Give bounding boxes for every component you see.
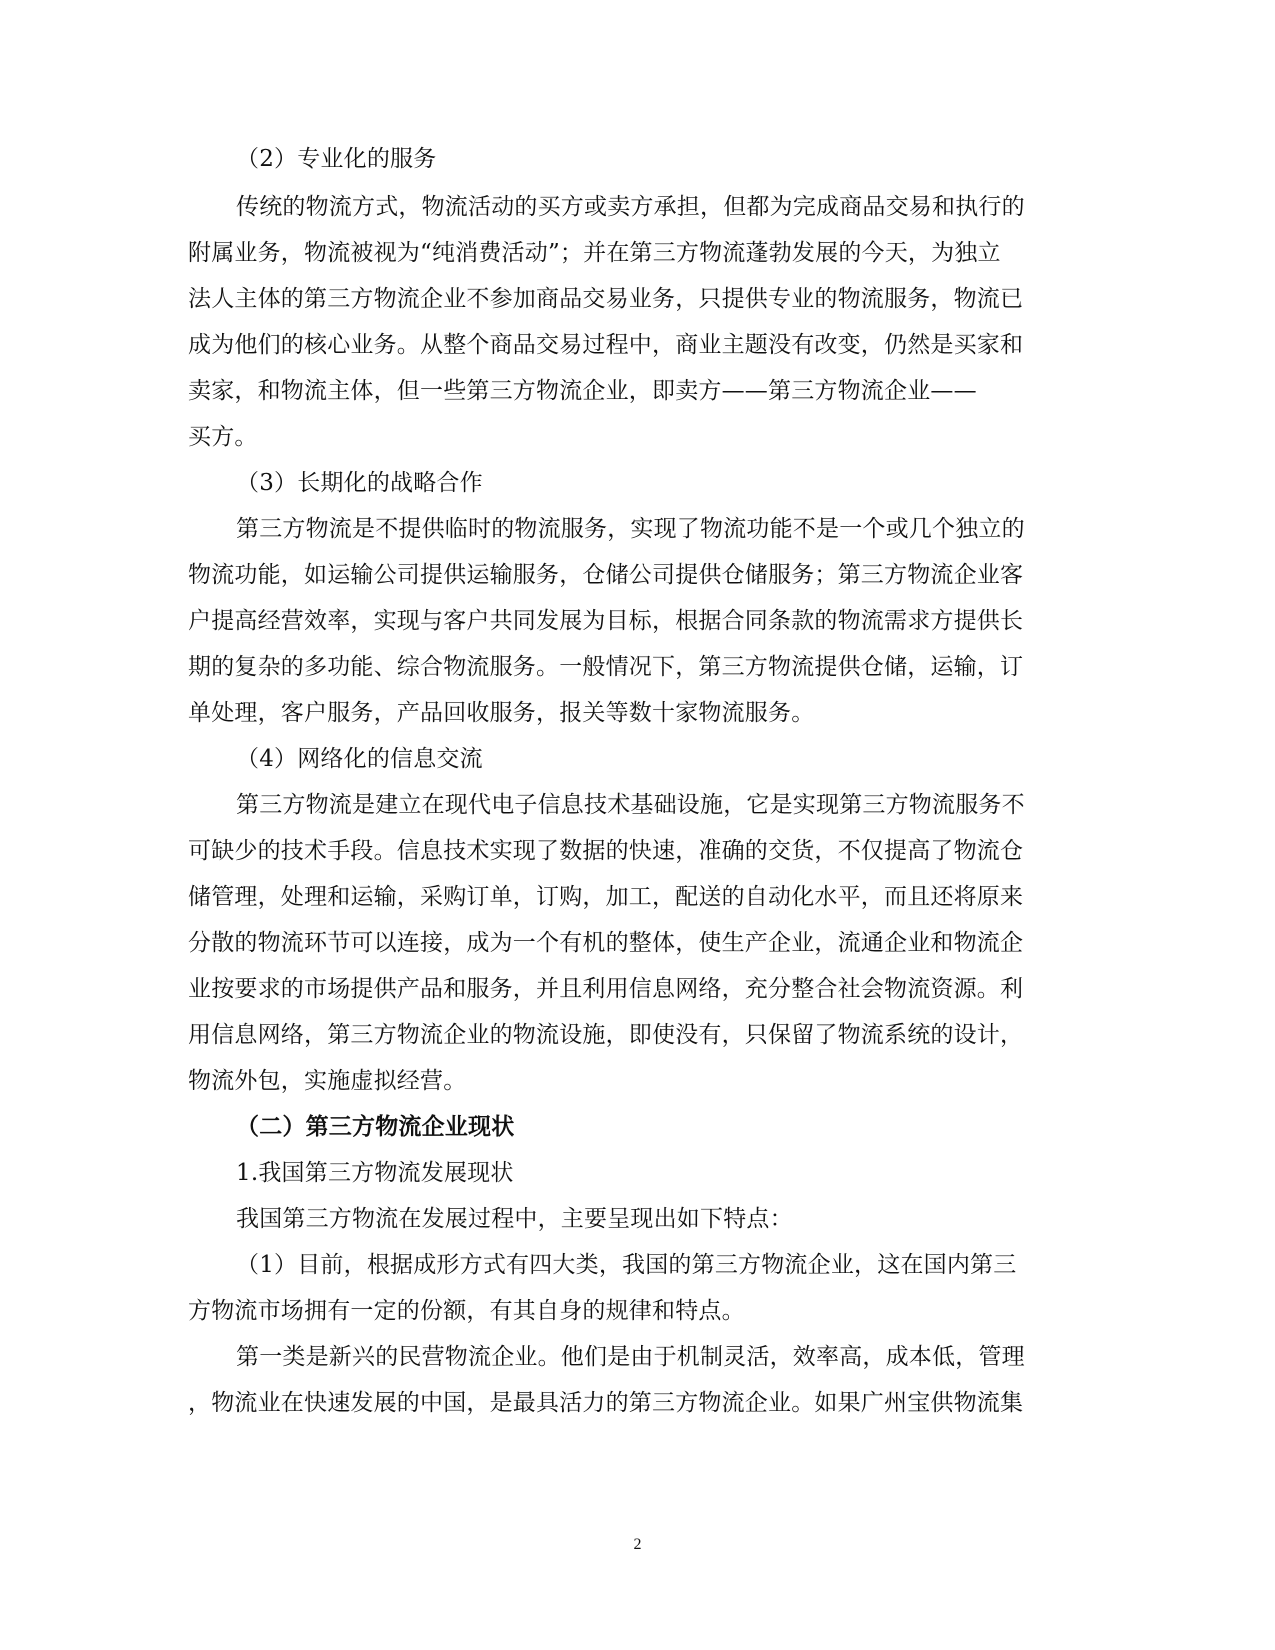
paragraph-line: 期的复杂的多功能、综合物流服务。一般情况下，第三方物流提供仓储，运输，订 <box>188 654 1024 680</box>
paragraph-line: 储管理，处理和运输，采购订单，订购，加工，配送的自动化水平，而且还将原来 <box>188 884 1024 910</box>
paragraph-line: 成为他们的核心业务。从整个商品交易过程中，商业主题没有改变，仍然是买家和 <box>188 332 1024 358</box>
paragraph-line: 户提高经营效率，实现与客户共同发展为目标，根据合同条款的物流需求方提供长 <box>188 608 1024 634</box>
paragraph-line: 单处理，客户服务，产品回收服务，报关等数十家物流服务。 <box>188 700 815 726</box>
heading-professional-service: （2）专业化的服务 <box>236 146 437 172</box>
paragraph-line: 附属业务，物流被视为“纯消费活动”；并在第三方物流蓬勃发展的今天，为独立 <box>188 240 1001 266</box>
paragraph-line: 用信息网络，第三方物流企业的物流设施，即使没有，只保留了物流系统的设计， <box>188 1022 1024 1048</box>
page-number: 2 <box>633 1536 642 1553</box>
intro-line: 我国第三方物流在发展过程中，主要呈现出如下特点： <box>236 1206 793 1232</box>
subheading: 1.我国第三方物流发展现状 <box>236 1160 514 1186</box>
paragraph-line: ，物流业在快速发展的中国，是最具活力的第三方物流企业。如果广州宝供物流集 <box>188 1390 1024 1416</box>
paragraph-line: （1）目前，根据成形方式有四大类，我国的第三方物流企业，这在国内第三 <box>236 1252 1017 1278</box>
paragraph-line: 卖家，和物流主体，但一些第三方物流企业，即卖方——第三方物流企业—— <box>188 378 977 404</box>
paragraph-line: 传统的物流方式，物流活动的买方或卖方承担，但都为完成商品交易和执行的 <box>236 194 1025 220</box>
paragraph-line: 物流功能，如运输公司提供运输服务，仓储公司提供仓储服务；第三方物流企业客 <box>188 562 1024 588</box>
paragraph-line: 法人主体的第三方物流企业不参加商品交易业务，只提供专业的物流服务，物流已 <box>188 286 1024 312</box>
paragraph-line: 分散的物流环节可以连接，成为一个有机的整体，使生产企业，流通企业和物流企 <box>188 930 1024 956</box>
paragraph-line: 买方。 <box>188 424 258 450</box>
section-heading: （二）第三方物流企业现状 <box>236 1113 515 1140</box>
heading-strategic-cooperation: （3）长期化的战略合作 <box>236 470 483 496</box>
paragraph-line: 方物流市场拥有一定的份额，有其自身的规律和特点。 <box>188 1298 745 1324</box>
paragraph-line: 物流外包，实施虚拟经营。 <box>188 1068 467 1094</box>
heading-network-information: （4）网络化的信息交流 <box>236 746 483 772</box>
paragraph-line: 可缺少的技术手段。信息技术实现了数据的快速，准确的交货，不仅提高了物流仓 <box>188 838 1024 864</box>
paragraph-line: 第一类是新兴的民营物流企业。他们是由于机制灵活，效率高，成本低，管理 <box>236 1344 1025 1370</box>
paragraph-line: 第三方物流是建立在现代电子信息技术基础设施，它是实现第三方物流服务不 <box>236 792 1025 818</box>
paragraph-line: 第三方物流是不提供临时的物流服务，实现了物流功能不是一个或几个独立的 <box>236 516 1025 542</box>
paragraph-line: 业按要求的市场提供产品和服务，并且利用信息网络，充分整合社会物流资源。利 <box>188 976 1024 1002</box>
